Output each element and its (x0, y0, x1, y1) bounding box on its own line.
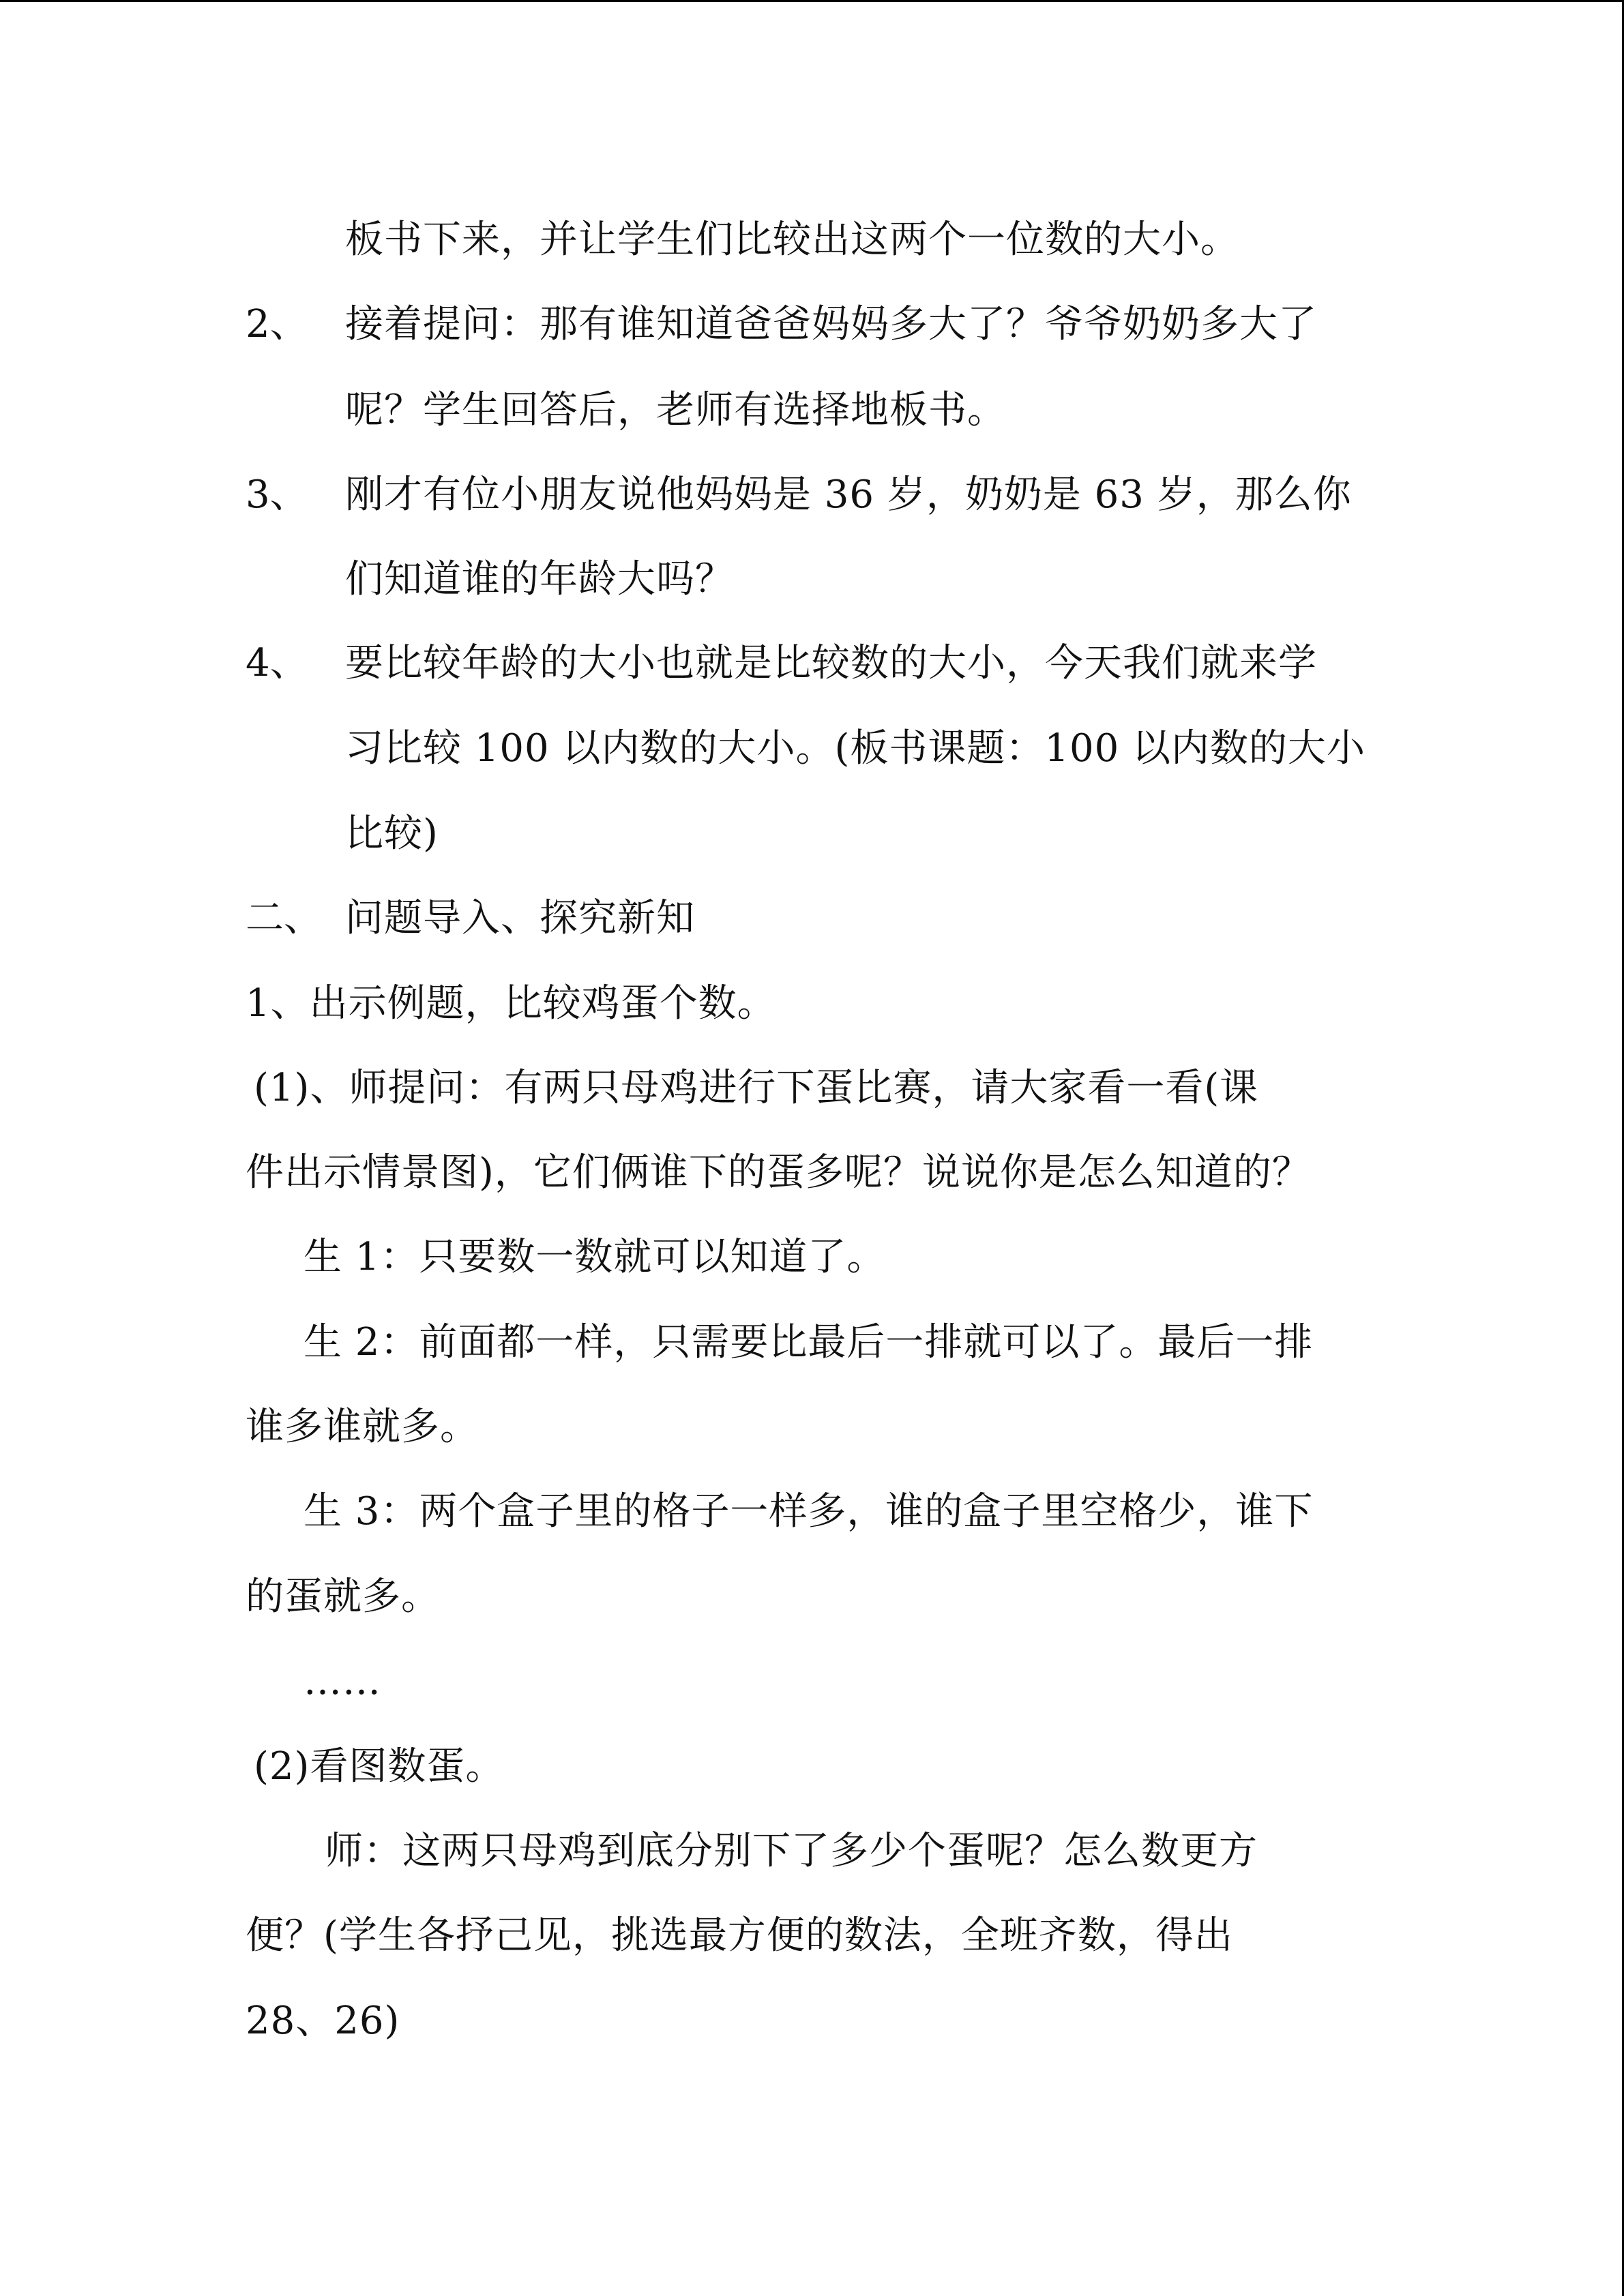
text-line: 们知道谁的年龄大吗？ (345, 557, 734, 601)
text-line: (1)、师提问：有两只母鸡进行下蛋比赛，请大家看一看(课 (254, 1066, 1259, 1110)
text-line: 接着提问：那有谁知道爸爸妈妈多大了？爷爷奶奶多大了 (345, 302, 1317, 346)
text-line: 的蛋就多。 (246, 1575, 440, 1619)
top-border (0, 0, 1624, 2)
text-line: 生 2：前面都一样，只需要比最后一排就可以了。最后一排 (304, 1320, 1314, 1365)
text-line: 件出示情景图)，它们俩谁下的蛋多呢？说说你是怎么知道的？ (246, 1150, 1311, 1195)
text-line: 生 3：两个盒子里的格子一样多，谁的盒子里空格少，谁下 (304, 1489, 1314, 1534)
text-line: 要比较年龄的大小也就是比较数的大小，今天我们就来学 (345, 641, 1317, 685)
text-line: 板书下来，并让学生们比较出这两个一位数的大小。 (345, 218, 1239, 262)
text-line: 1、出示例题，比较鸡蛋个数。 (246, 981, 776, 1026)
text-line: 比较) (345, 811, 439, 856)
ellipsis: …… (304, 1659, 381, 1703)
text-line: 便？(学生各抒己见，挑选最方便的数法，全班齐数，得出 (246, 1913, 1233, 1958)
list-number: 2、 (246, 302, 308, 346)
list-number: 3、 (246, 473, 308, 517)
section-number: 二、 (246, 896, 322, 940)
text-line: (2)看图数蛋。 (254, 1744, 505, 1789)
text-line: 呢？学生回答后，老师有选择地板书。 (345, 388, 1006, 432)
list-number: 4、 (246, 641, 308, 685)
text-line: 习比较 100 以内数的大小。(板书课题：100 以内数的大小 (345, 726, 1366, 771)
text-line: 28、26) (246, 1999, 400, 2043)
text-line: 生 1：只要数一数就可以知道了。 (304, 1235, 886, 1279)
text-line: 谁多谁就多。 (246, 1405, 479, 1449)
section-heading: 问题导入、探究新知 (345, 896, 695, 940)
text-line: 师：这两只母鸡到底分别下了多少个蛋呢？怎么数更方 (325, 1829, 1258, 1873)
text-line: 刚才有位小朋友说他妈妈是 36 岁，奶奶是 63 岁，那么你 (345, 473, 1352, 517)
